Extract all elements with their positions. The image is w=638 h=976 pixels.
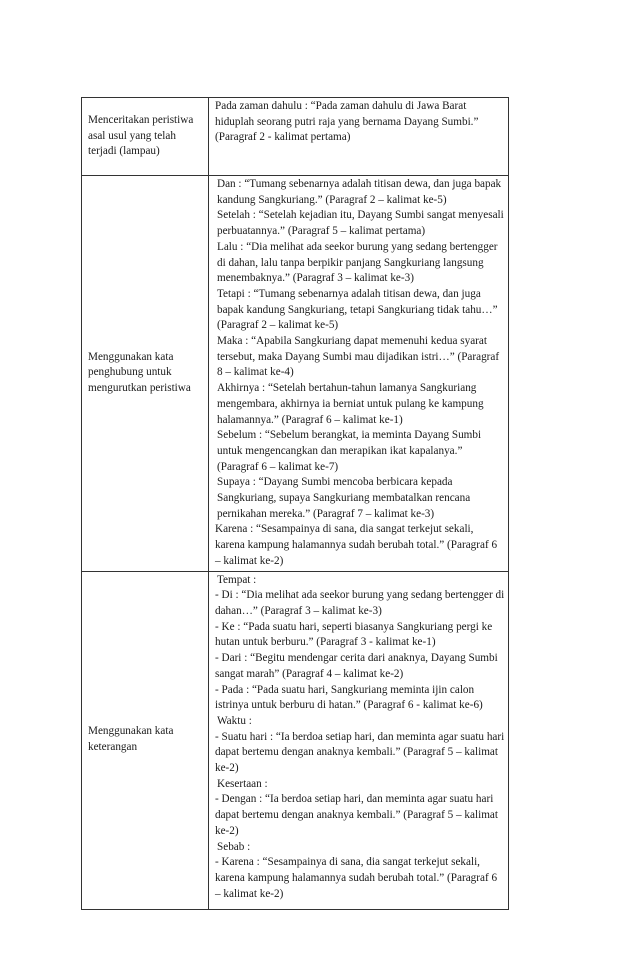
evidence-entry: Sebelum : “Sebelum berangkat, ia meminta Dayang Sumbi untuk mengencangkan dan merapikan ikat kapalanya.” (Paragraf 6 – kalimat ke-7) (217, 429, 482, 473)
category-heading: Waktu : (217, 714, 252, 727)
criteria-cell (82, 98, 209, 176)
evidence-cell (209, 98, 509, 176)
category-heading: Tempat : (217, 573, 257, 586)
evidence-entry: - Di : “Dia melihat ada seekor burung yang sedang bertengger di dahan…” (Paragraf 3 – kalimat ke-3) (215, 589, 505, 617)
evidence-entry: Setelah : “Setelah kejadian itu, Dayang Sumbi sangat menyesali perbuatannya.” (Paragraf 5 – kalimat pertama) (217, 209, 504, 238)
evidence-cell (209, 571, 509, 909)
evidence-entry: Dan : “Tumang sebenarnya adalah titisan dewa, dan juga bapak kandung Sangkuriang.” (Paragraf 2 – kalimat ke-5) (217, 178, 502, 206)
criteria-label: Menggunakan kata keterangan (88, 725, 174, 754)
evidence-entry: Maka : “Apabila Sangkuriang dapat memenuhi kedua syarat tersebut, maka Dayang Sumbi mau dijadikan istri…” (Paragraf 8 – kalimat ke-4) (217, 335, 500, 379)
evidence-entry: Supaya : “Dayang Sumbi mencoba berbicara kepada Sangkuriang, supaya Sangkuriang membatalkan rencana pernikahan mereka.” (Paragraf 7 – kalimat ke-3) (217, 476, 471, 520)
evidence-cell (209, 176, 509, 572)
evidence-entry: Pada zaman dahulu : “Pada zaman dahulu di Jawa Barat hiduplah seorang putri raja yang bernama Dayang Sumbi.” (Paragraf 2 - kalimat pertama) (215, 100, 479, 144)
table-row (82, 98, 509, 176)
criteria-cell (82, 571, 209, 909)
criteria-cell (82, 176, 209, 572)
evidence-entry: - Ke : “Pada suatu hari, seperti biasanya Sangkuriang pergi ke hutan untuk berburu.” (Paragraf 3 - kalimat ke-1) (215, 620, 493, 649)
evidence-entry: - Dengan : “Ia berdoa setiap hari, dan meminta agar suatu hari dapat bertemu dengan anaknya kembali.” (Paragraf 5 – kalimat ke-2) (215, 793, 498, 837)
category-heading: Sebab : (217, 840, 251, 853)
analysis-table (81, 97, 509, 910)
evidence-entry: Karena : “Sesampainya di sana, dia sangat terkejut sekali, karena kampung halamannya sudah berubah total.” (Paragraf 6 – kalimat ke-2) (215, 523, 498, 567)
criteria-label: Menceritakan peristiwa asal usul yang telah terjadi (lampau) (88, 113, 194, 158)
evidence-entry: - Pada : “Pada suatu hari, Sangkuriang meminta ijin calon istrinya untuk berburu di hatan.” (Paragraf 6 - kalimat ke-6) (215, 683, 483, 712)
category-heading: Kesertaan : (217, 777, 268, 790)
criteria-label: Menggunakan kata penghubung untuk mengurutkan peristiwa (88, 350, 191, 395)
evidence-entry: - Karena : “Sesampainya di sana, dia sangat terkejut sekali, karena kampung halamannya sudah berubah total.” (Paragraf 6 – kalimat ke-2) (215, 856, 498, 900)
table-row (82, 571, 509, 909)
evidence-entry: Tetapi : “Tumang sebenarnya adalah titisan dewa, dan juga bapak kandung Sangkuriang, tetapi Sangkuriang tidak tahu…” (Paragraf 2 – kalimat ke-5) (217, 287, 498, 332)
table-row (82, 176, 509, 572)
evidence-entry: - Dari : “Begitu mendengar cerita dari anaknya, Dayang Sumbi sangat marah” (Paragraf 4 – kalimat ke-2) (215, 652, 498, 680)
evidence-entry: Akhirnya : “Setelah bertahun-tahun lamanya Sangkuriang mengembara, akhirnya ia berniat untuk pulang ke kampung halamannya.” (Paragraf 6 – kalimat ke-1) (217, 382, 484, 426)
evidence-entry: Lalu : “Dia melihat ada seekor burung yang sedang bertengger di dahan, lalu tanpa berpikir panjang Sangkuriang langsung menembaknya.” (Paragraf 3 – kalimat ke-3) (217, 240, 498, 285)
evidence-entry: - Suatu hari : “Ia berdoa setiap hari, dan meminta agar suatu hari dapat bertemu dengan anaknya kembali.” (Paragraf 5 – kalimat ke-2) (215, 730, 505, 775)
